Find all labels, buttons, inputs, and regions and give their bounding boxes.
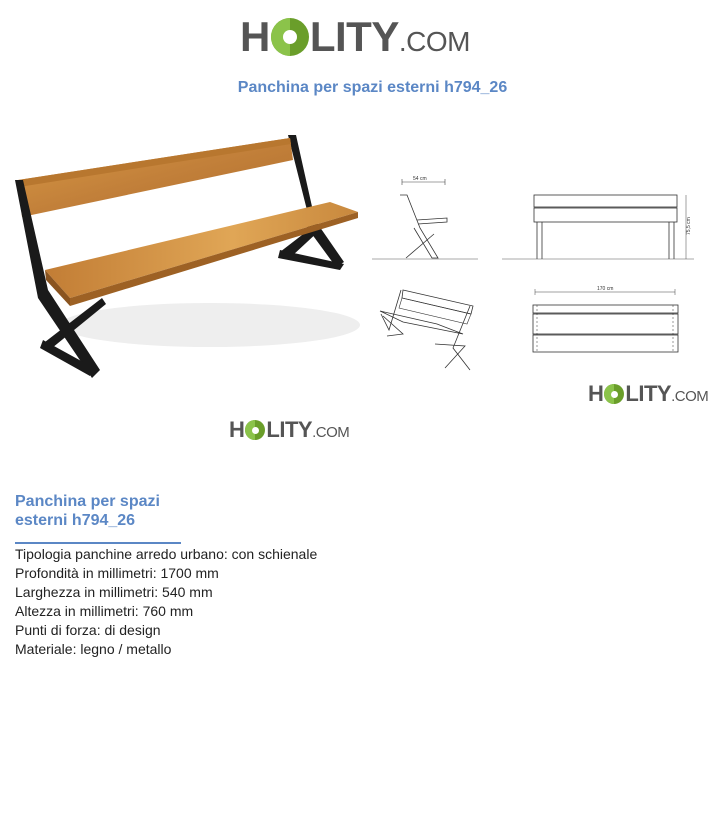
product-name: Panchina per spazi esterni h794_26 <box>15 493 160 529</box>
spec-item: Larghezza in millimetri: 540 mm <box>15 584 213 600</box>
spec-item: Profondità in millimetri: 1700 mm <box>15 565 219 581</box>
logo-text-start: H <box>229 417 245 442</box>
title-divider <box>15 542 181 544</box>
front-height-label: 75,5 cm <box>686 217 692 235</box>
brand-logo[interactable] <box>240 11 470 63</box>
perspective-drawing <box>375 286 475 376</box>
front-view-drawing <box>502 180 694 262</box>
logo-domain: .COM <box>671 388 709 405</box>
logo-ring-icon <box>271 18 309 56</box>
page-title: Panchina per spazi esterni h794_26 <box>237 79 508 96</box>
bench-image <box>10 130 365 395</box>
logo-domain: .COM <box>398 26 470 57</box>
top-view-drawing <box>525 283 683 355</box>
logo-ring-icon <box>604 384 624 404</box>
logo-domain: .COM <box>312 424 350 441</box>
spec-item: Tipologia panchine arredo urbano: con schienale <box>15 546 318 562</box>
side-view-drawing <box>372 170 478 262</box>
brand-logo-watermark <box>588 381 708 407</box>
top-length-label: 170 cm <box>597 286 614 292</box>
spec-item: Punti di forza: di design <box>15 622 161 638</box>
spec-item: Altezza in millimetri: 760 mm <box>15 603 194 619</box>
logo-text-end: LITY <box>266 417 313 442</box>
logo-text-start: H <box>240 13 270 60</box>
logo-ring-icon <box>245 420 265 440</box>
side-width-label: 54 cm <box>413 176 427 182</box>
spec-list <box>15 545 317 659</box>
logo-text-start: H <box>588 381 604 406</box>
logo-text-end: LITY <box>309 13 399 60</box>
brand-logo-watermark <box>229 417 349 443</box>
spec-item: Materiale: legno / metallo <box>15 641 172 657</box>
logo-text-end: LITY <box>625 381 672 406</box>
